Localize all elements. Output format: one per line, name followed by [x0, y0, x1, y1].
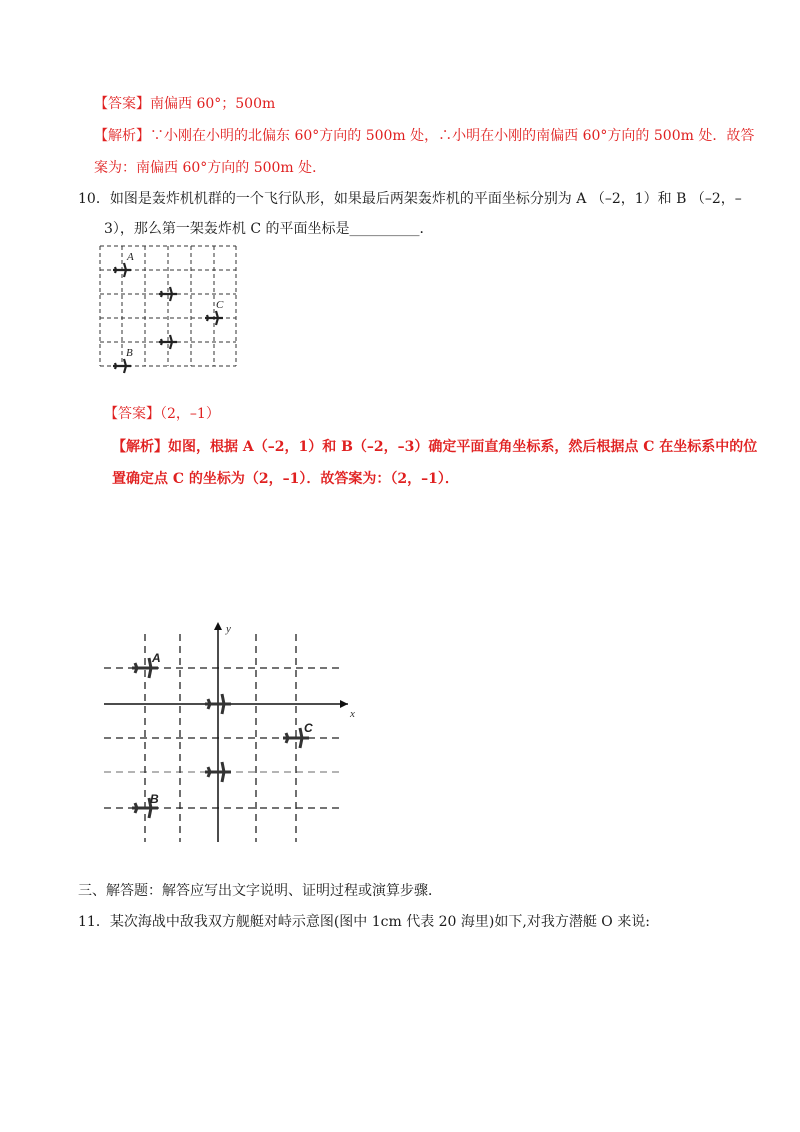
q9-analysis-line2: 案为：南偏西 60°方向的 500m 处． [94, 160, 327, 176]
point-a-label: A [127, 251, 134, 263]
point-c-label: C [304, 721, 313, 735]
q11-stem: 11．某次海战中敌我双方舰艇对峙示意图(图中 1cm 代表 20 海里)如下,对我方潜艇 O 来说: [78, 914, 650, 930]
coordinate-system-figure [100, 620, 370, 850]
point-a-label: A [152, 651, 161, 665]
point-c-label: C [216, 299, 224, 311]
q10-stem-line1: 10．如图是轰炸机机群的一个飞行队形，如果最后两架轰炸机的平面坐标分别为 A （–2，1）和 B （–2，– [78, 191, 742, 207]
q10-analysis-line1: 【解析】如图，根据 A（–2，1）和 B（–2，–3）确定平面直角坐标系，然后根据点 C 在坐标系中的位 [112, 439, 758, 455]
section-3-heading: 三、解答题：解答应写出文字说明、证明过程或演算步骤． [78, 883, 442, 899]
formation-grid-figure [98, 244, 248, 374]
y-axis-label: y [226, 623, 231, 635]
x-axis-label: x [350, 708, 355, 720]
plane-c-icon [205, 311, 223, 325]
point-b-label: B [150, 792, 159, 806]
q9-answer: 【答案】南偏西 60°；500m [94, 96, 276, 112]
q9-analysis-line1: 【解析】∵小刚在小明的北偏东 60°方向的 500m 处，∴小明在小刚的南偏西 60°方向的 500m 处．故答 [94, 128, 755, 144]
q10-analysis-line2: 置确定点 C 的坐标为（2，–1）．故答案为：（2，–1）． [112, 471, 459, 487]
q10-answer: 【答案】（2，–1） [104, 406, 220, 422]
point-b-label: B [126, 347, 133, 359]
q10-stem-line2: 3），那么第一架轰炸机 C 的平面坐标是__________． [104, 221, 434, 237]
